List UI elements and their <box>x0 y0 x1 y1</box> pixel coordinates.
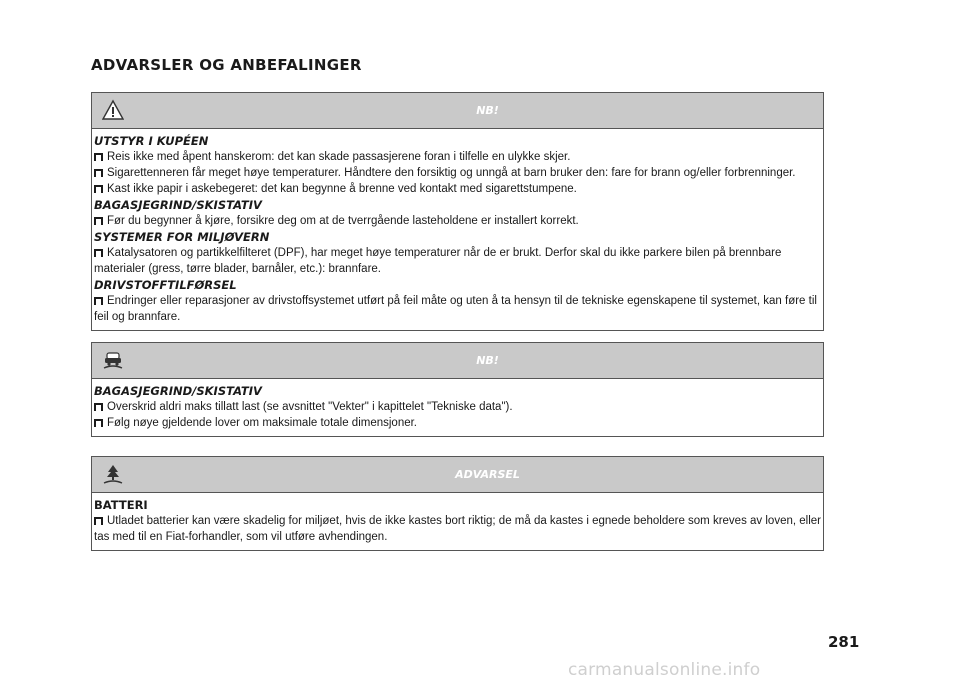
bullet-icon <box>94 297 103 305</box>
list-item: Før du begynner å kjøre, forsikre deg om at de tverrgående lasteholdene er installert korrekt. <box>94 213 821 229</box>
box-header <box>92 457 823 493</box>
bullet-icon <box>94 153 103 161</box>
box-header <box>92 343 823 379</box>
bullet-icon <box>94 169 103 177</box>
page-title: ADVARSLER OG ANBEFALINGER <box>91 56 362 74</box>
bullet-icon <box>94 419 103 427</box>
bullet-icon <box>94 217 103 225</box>
warning-box-2 <box>91 342 824 437</box>
section-heading: SYSTEMER FOR MILJØVERN <box>94 230 270 244</box>
box-label: NB! <box>476 354 499 367</box>
list-item: Sigarettenneren får meget høye temperaturer. Håndtere den forsiktig og unngå at barn bruker den: fare for brann og/eller forbrenninger. <box>94 165 821 181</box>
watermark: carmanualsonline.info <box>568 660 761 680</box>
section-heading: DRIVSTOFFTILFØRSEL <box>94 278 237 292</box>
section-heading: BATTERI <box>94 498 148 512</box>
bullet-icon <box>94 185 103 193</box>
section-heading: BAGASJEGRIND/SKISTATIV <box>94 198 262 212</box>
section-heading: BAGASJEGRIND/SKISTATIV <box>94 384 262 398</box>
list-item: Følg nøye gjeldende lover om maksimale totale dimensjoner. <box>94 415 821 431</box>
box-header <box>92 93 823 129</box>
warning-box-1 <box>91 92 824 331</box>
list-item: Endringer eller reparasjoner av drivstoffsystemet utført på feil måte og uten å ta hensyn til de tekniske egenskapene til systemet, kan føre til feil og brannfare. <box>94 295 817 323</box>
bullet-icon <box>94 517 103 525</box>
list-item: Kast ikke papir i askebegeret: det kan begynne å brenne ved kontakt med sigarettstumpene. <box>94 181 821 197</box>
list-item: Reis ikke med åpent hanskerom: det kan skade passasjerene foran i tilfelle en ulykke skjer. <box>94 149 821 165</box>
list-item: Utladet batterier kan være skadelig for miljøet, hvis de ikke kastes bort riktig; de må da kastes i egnede beholdere som kreves av loven, eller tas med til en Fiat-forhandler, som vil utføre avhendingen. <box>94 515 821 543</box>
box-label: ADVARSEL <box>455 468 520 481</box>
section-heading: UTSTYR I KUPÉEN <box>94 134 209 148</box>
warning-box-3 <box>91 456 824 551</box>
list-item: Overskrid aldri maks tillatt last (se avsnittet "Vekter" i kapittelet "Tekniske data"). <box>94 399 821 415</box>
box-label: NB! <box>476 104 499 117</box>
bullet-icon <box>94 249 103 257</box>
bullet-icon <box>94 403 103 411</box>
list-item: Katalysatoren og partikkelfilteret (DPF), har meget høye temperaturer når de er brukt. Derfor skal du ikke parkere bilen på brennbare materialer (gress, tørre blader, barnåler, etc.): brannfare. <box>94 247 782 275</box>
page-number: 281 <box>828 633 860 651</box>
